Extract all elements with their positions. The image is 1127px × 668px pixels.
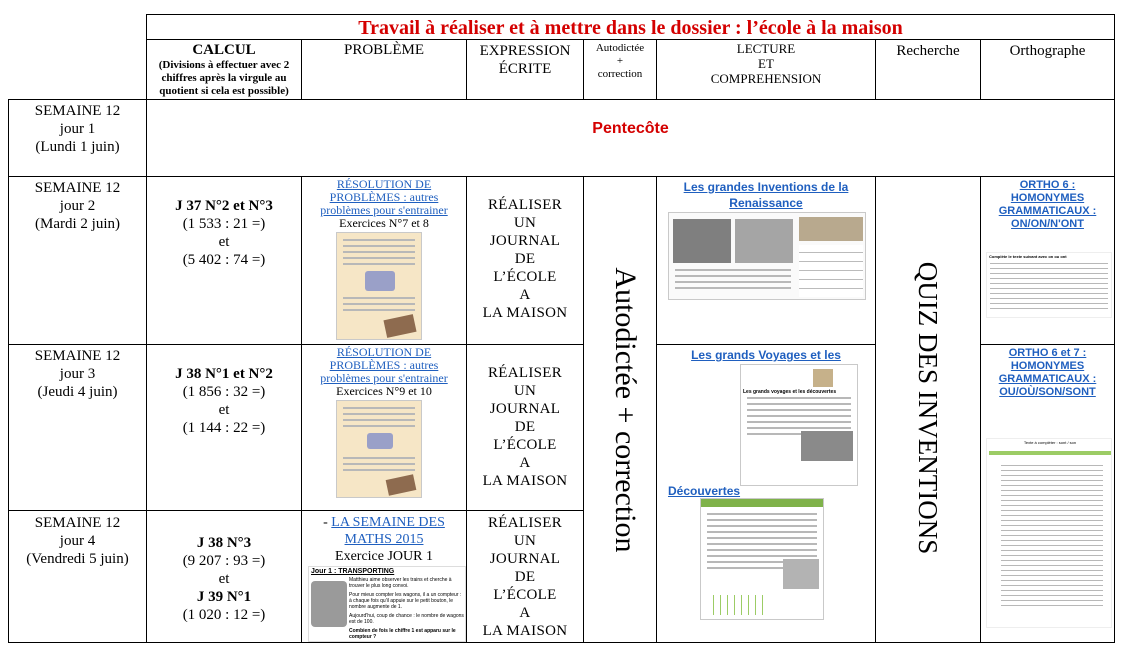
header-probleme: PROBLÈME (343, 42, 424, 58)
link-line[interactable]: Les grandes Inventions de la (683, 180, 849, 194)
header-lecture-line2: ET (758, 56, 774, 71)
expr-line: UN (513, 533, 537, 549)
expression-jour2 (467, 196, 583, 322)
expr-line: A (519, 287, 531, 303)
thumb-title: Jour 1 : TRANSPORTING (311, 568, 395, 575)
header-bar (701, 499, 824, 507)
doc-title: Les grands voyages et les découvertes (743, 389, 837, 395)
calcul-jour4 (147, 534, 301, 624)
header-recherche: Recherche (896, 43, 960, 59)
calcul-et: et (218, 571, 230, 587)
calcul-ref: J 38 N°1 et N°2 (175, 366, 273, 382)
calcul-ref: J 39 N°1 (196, 589, 252, 605)
calcul-ref: J 38 N°3 (196, 535, 252, 551)
grid-image (799, 245, 863, 297)
header-calcul-note: (Divisions à effectuer avec 2 chiffres après la virgule au quotient si cela est possible) (158, 59, 290, 97)
link-line[interactable]: GRAMMATICAUX : (998, 373, 1097, 385)
calcul-et: et (218, 234, 230, 250)
header-lecture (657, 41, 875, 86)
header-bar (989, 451, 1111, 455)
header-expression-line1: EXPRESSION (479, 43, 571, 59)
ortho-link-6[interactable] (981, 179, 1114, 231)
ortho67-worksheet-thumbnail (986, 438, 1112, 628)
link-line[interactable]: HOMONYMES (1010, 360, 1085, 372)
expression-jour3 (467, 364, 583, 490)
row-week: SEMAINE 12 (34, 515, 121, 531)
ortho-link-6-7[interactable] (981, 347, 1114, 399)
lecture-link-decouvertes[interactable]: Découvertes (668, 484, 741, 498)
expr-line: LA MAISON (482, 305, 568, 321)
voyages-worksheet-thumbnail (740, 364, 858, 486)
row-date: (Vendredi 5 juin) (26, 551, 129, 567)
calcul-op: (9 207 : 93 =) (182, 553, 266, 569)
map-image (783, 559, 819, 589)
calcul-op: (1 533 : 21 =) (182, 216, 266, 232)
link-line[interactable]: PROBLÈMES : autres (329, 358, 439, 372)
expr-line: JOURNAL (489, 401, 561, 417)
ortho6-worksheet-thumbnail (986, 252, 1112, 318)
expr-line: UN (513, 383, 537, 399)
row-day: jour 1 (59, 121, 96, 137)
calcul-op: (5 402 : 74 =) (182, 252, 266, 268)
link-line[interactable]: problèmes pour s'entrainer (320, 371, 448, 385)
row-week: SEMAINE 12 (34, 180, 121, 196)
link-line[interactable]: ORTHO 6 et 7 : (1008, 347, 1087, 359)
thumb-text: Combien de fois le chiffre 1 est apparu sur le compteur ? (349, 628, 456, 640)
exercise-label: Exercices N°9 et 10 (336, 384, 432, 398)
doc-title: Texte à compléter : sont / son (1023, 440, 1077, 445)
probleme-jour4 (302, 514, 466, 565)
calcul-op: (1 020 : 12 =) (182, 607, 266, 623)
header-orthographe: Orthographe (1009, 43, 1086, 59)
link-line[interactable]: ON/ON/N'ONT (1011, 218, 1084, 230)
inventions-worksheet-thumbnail (668, 212, 866, 300)
probleme-jour3 (302, 346, 466, 398)
thumb-text: Aujourd'hui, coup de chance : le nombre de wagons est de 100. (349, 613, 464, 625)
calcul-ref: J 37 N°2 et N°3 (175, 198, 273, 214)
counter-image (311, 581, 347, 627)
probleme-link[interactable] (302, 346, 466, 385)
expr-line: RÉALISER (487, 197, 563, 213)
header-lecture-line3: COMPREHENSION (710, 71, 822, 86)
expr-line: LA MAISON (482, 473, 568, 489)
link-line[interactable]: LA SEMAINE DES (331, 515, 445, 530)
row-head-jour2 (9, 179, 146, 233)
book-image (799, 217, 863, 241)
ship-image (801, 431, 853, 461)
row-day: jour 3 (59, 366, 96, 382)
thumb-text: Pour mieux compter les wagons, il a un compteur : à chaque fois qu'il appuie sur le petit bouton, le nombre augmente de 1. (349, 592, 462, 610)
doc-title: Complète le texte suivant avec on ou ont (989, 254, 1067, 259)
link-line[interactable]: PROBLÈMES : autres (329, 190, 439, 204)
bullet-prefix: - (323, 515, 332, 530)
exercise-label: Exercice JOUR 1 (335, 549, 433, 564)
expr-line: JOURNAL (489, 233, 561, 249)
row-date: (Jeudi 4 juin) (37, 384, 118, 400)
header-autodictee (584, 42, 656, 81)
probleme-link-line[interactable] (302, 514, 466, 531)
expr-line: A (519, 605, 531, 621)
link-line[interactable]: RÉSOLUTION DE (336, 345, 432, 359)
maths-week-thumbnail (308, 566, 466, 642)
header-lecture-line1: LECTURE (736, 41, 796, 56)
expr-line: A (519, 455, 531, 471)
expr-line: DE (514, 251, 536, 267)
calcul-et: et (218, 402, 230, 418)
exercise-label: Exercices N°7 et 8 (339, 216, 429, 230)
calcul-jour3 (147, 365, 301, 437)
header-expression-line2: ÉCRITE (498, 61, 552, 77)
expression-jour4 (467, 514, 583, 640)
link-line[interactable]: Renaissance (729, 196, 803, 210)
link-line[interactable]: problèmes pour s'entrainer (320, 203, 448, 217)
link-line[interactable]: ORTHO 6 : (1019, 179, 1076, 191)
problem-worksheet-thumbnail (336, 232, 422, 340)
recherche-vertical-label: QUIZ DES INVENTIONS (913, 261, 943, 555)
expr-line: L’ÉCOLE (493, 437, 557, 453)
header-expression (467, 42, 583, 78)
row-date: (Lundi 1 juin) (35, 139, 120, 155)
link-line[interactable]: MATHS 2015 (344, 532, 424, 547)
row-head-jour4 (9, 514, 146, 568)
calcul-op: (1 144 : 22 =) (182, 420, 266, 436)
link-line[interactable]: OU/OÙ/SON/SONT (999, 386, 1096, 398)
expr-line: DE (514, 569, 536, 585)
calcul-op: (1 856 : 32 =) (182, 384, 266, 400)
problem-worksheet-thumbnail (336, 400, 422, 498)
portrait-image (813, 369, 833, 387)
page-title: Travail à réaliser et à mettre dans le dossier : l’école à la maison (358, 17, 903, 39)
decouvertes-worksheet-thumbnail (700, 498, 824, 620)
expr-line: JOURNAL (489, 551, 561, 567)
engraving-image (735, 219, 793, 263)
probleme-jour2 (302, 178, 466, 230)
calcul-jour2 (147, 197, 301, 269)
row-week: SEMAINE 12 (34, 103, 121, 119)
link-line[interactable]: GRAMMATICAUX : (998, 205, 1097, 217)
header-autodictee-line3: correction (597, 68, 643, 80)
lecture-link-voyages[interactable]: Les grands Voyages et les (691, 348, 841, 362)
row-date: (Mardi 2 juin) (35, 216, 120, 232)
row-head-jour3 (9, 347, 146, 401)
lecture-link-inventions[interactable] (657, 179, 875, 211)
header-autodictee-line1: Autodictée (595, 42, 645, 54)
row-day: jour 4 (59, 533, 96, 549)
header-autodictee-line2: + (616, 55, 624, 67)
row-week: SEMAINE 12 (34, 348, 121, 364)
expr-line: UN (513, 215, 537, 231)
row-day: jour 2 (59, 198, 96, 214)
header-calcul (147, 40, 301, 99)
thumb-text: Matthieu aime observer les trains et cherche à trouver le plus long convoi. (349, 577, 452, 589)
holiday-label: Pentecôte (592, 120, 669, 137)
header-calcul-title: CALCUL (192, 42, 256, 58)
probleme-link[interactable] (302, 178, 466, 217)
expr-line: LA MAISON (482, 623, 568, 639)
expr-line: L’ÉCOLE (493, 587, 557, 603)
expr-line: RÉALISER (487, 515, 563, 531)
row-head-jour1 (9, 102, 146, 156)
engraving-image (673, 219, 731, 263)
expr-line: DE (514, 419, 536, 435)
autodictee-vertical-label: Autodictée + correction (609, 267, 642, 553)
expr-line: RÉALISER (487, 365, 563, 381)
link-line[interactable]: RÉSOLUTION DE (336, 177, 432, 191)
expr-line: L’ÉCOLE (493, 269, 557, 285)
grid-image (707, 595, 767, 615)
link-line[interactable]: HOMONYMES (1010, 192, 1085, 204)
